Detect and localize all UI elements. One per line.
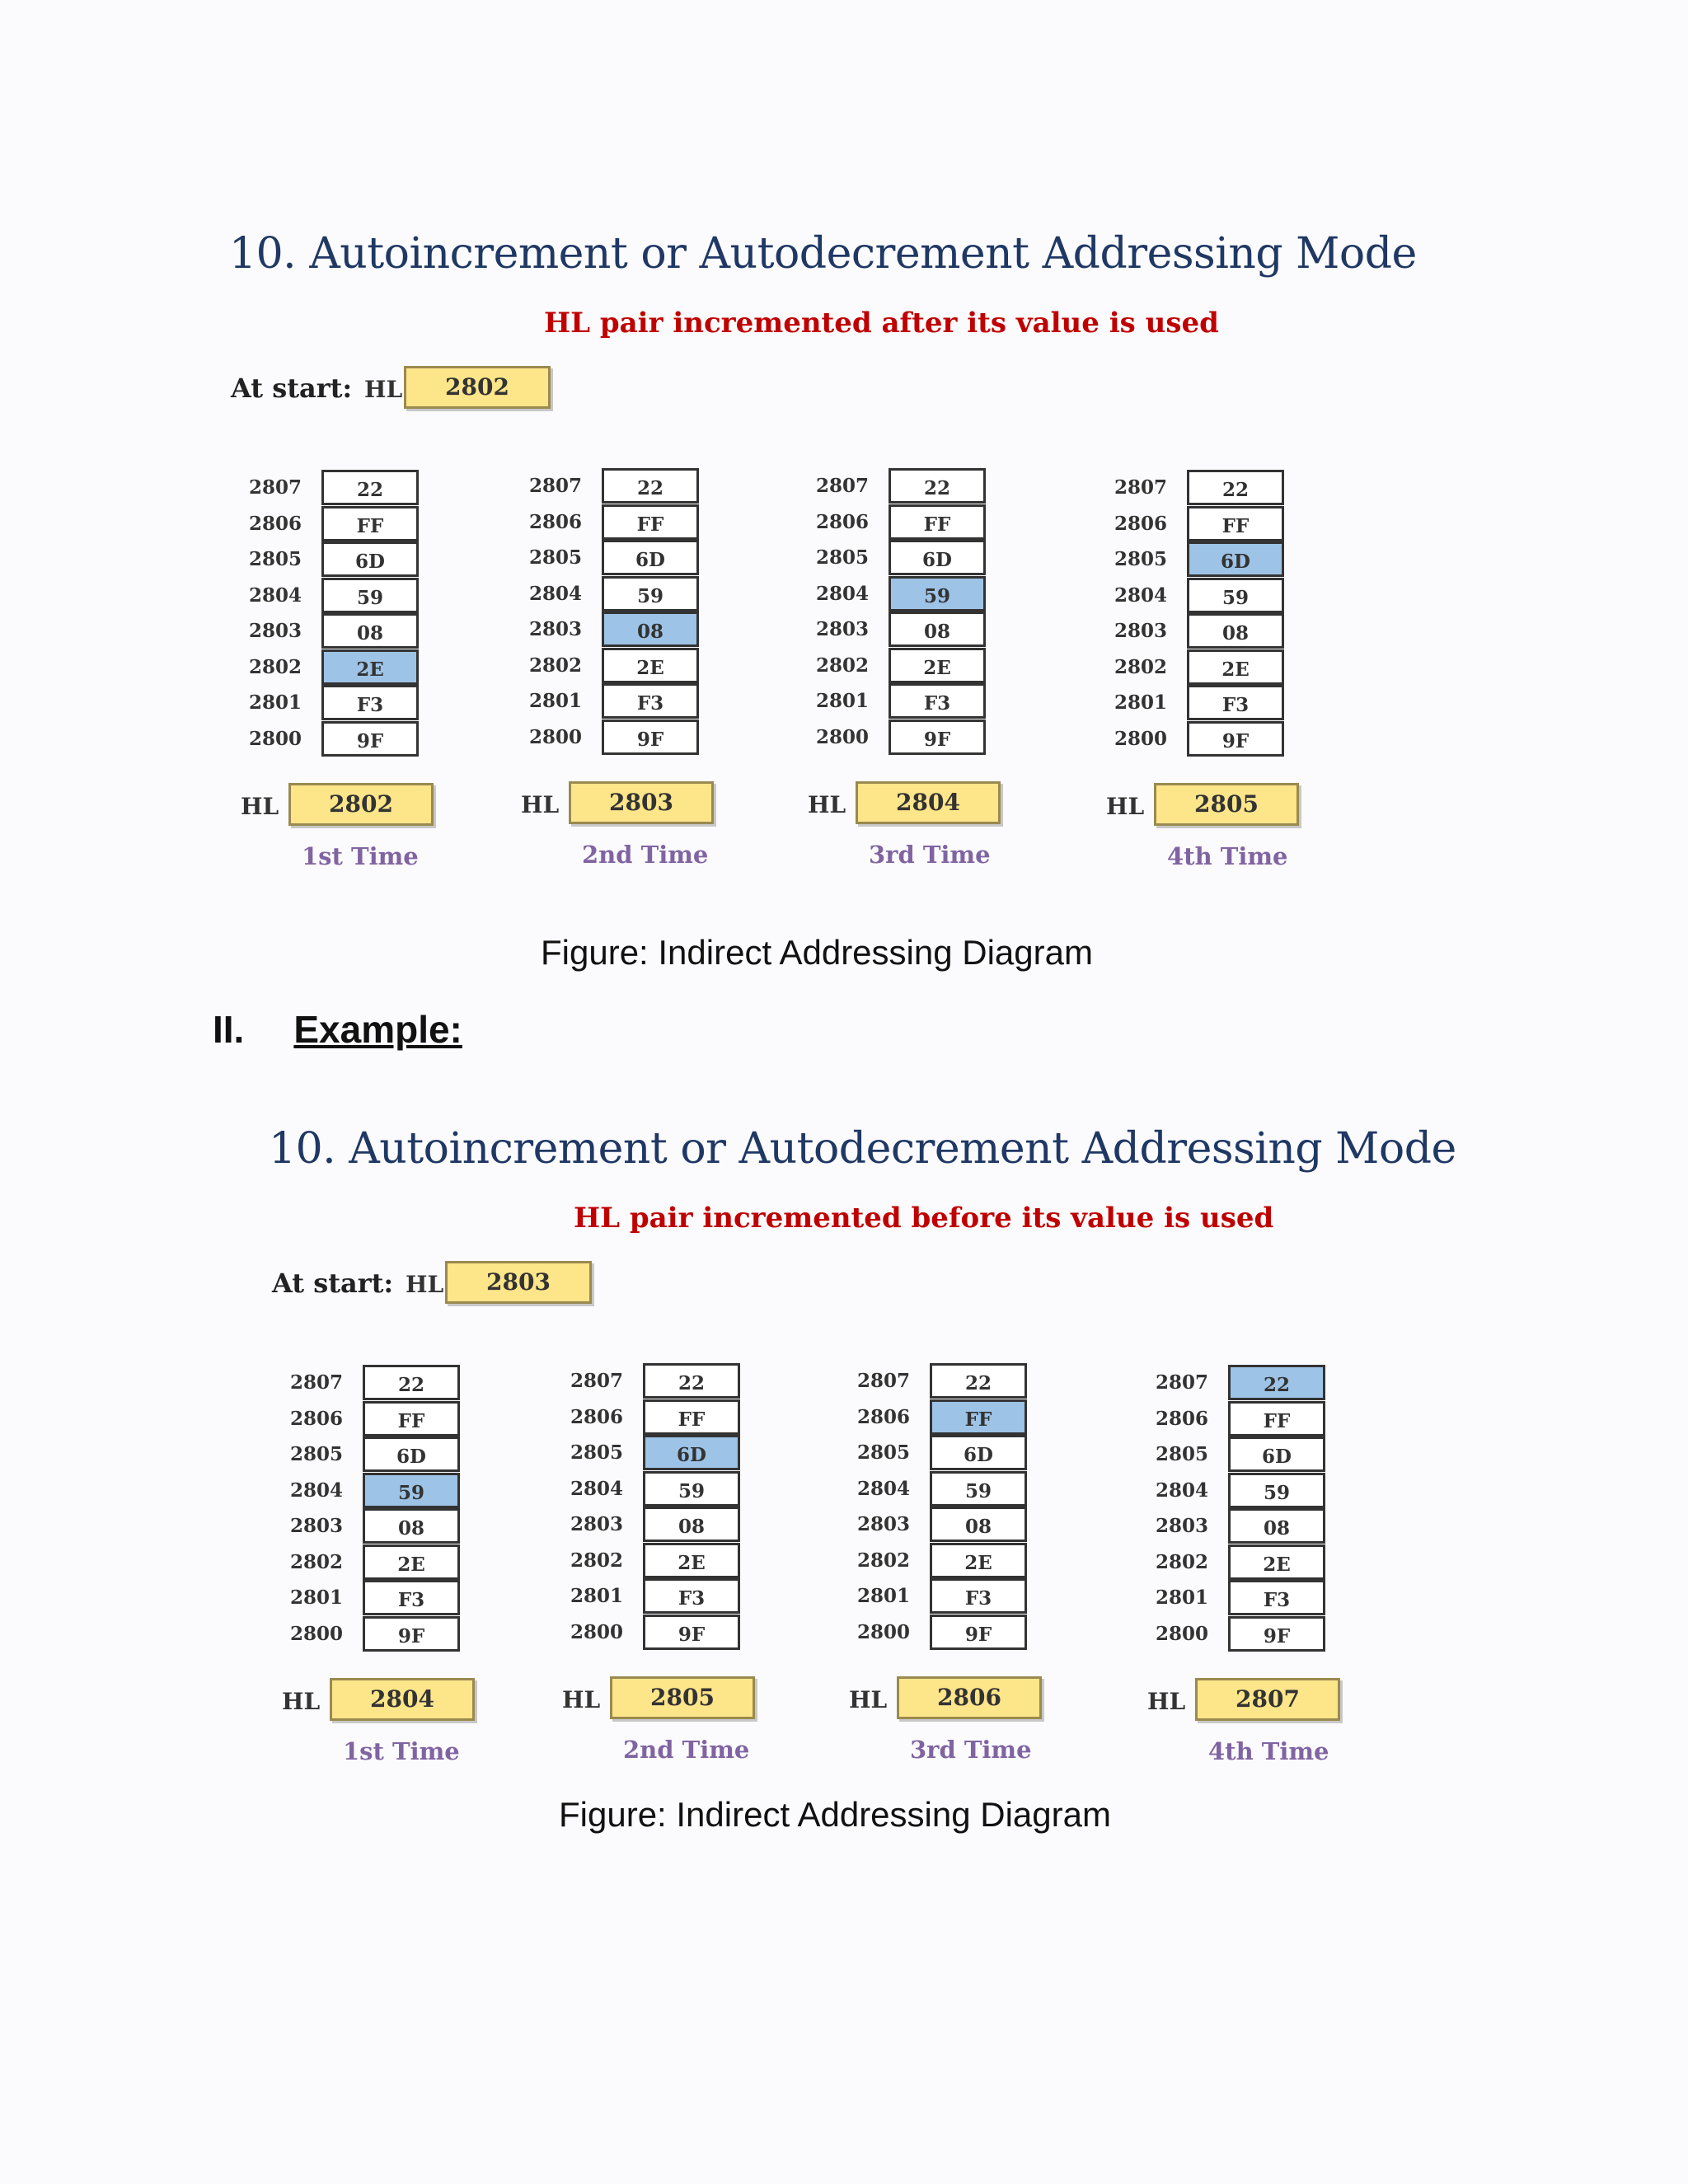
- memory-address: 2805: [529, 546, 583, 569]
- at-start-label: At start:: [272, 1268, 394, 1299]
- memory-cell: 9F: [1228, 1616, 1325, 1652]
- memory-address: 2801: [290, 1586, 344, 1609]
- memory-cell: 9F: [363, 1616, 460, 1652]
- figure-title: 10. Autoincrement or Autodecrement Addressing Mode: [269, 1124, 1456, 1174]
- memory-address: 2807: [857, 1370, 911, 1392]
- memory-address: 2800: [570, 1620, 624, 1643]
- memory-cell: 22: [602, 468, 699, 504]
- memory-address: 2807: [290, 1371, 344, 1394]
- memory-address: 2806: [529, 510, 583, 533]
- memory-cell: FF: [363, 1401, 460, 1436]
- memory-cell-highlighted: 6D: [643, 1435, 740, 1470]
- memory-cell: 9F: [1187, 721, 1284, 757]
- memory-address: 2806: [570, 1405, 624, 1428]
- time-label: 4th Time: [1208, 1737, 1329, 1765]
- memory-address: 2804: [857, 1477, 911, 1500]
- memory-cell: 22: [930, 1363, 1027, 1399]
- memory-address: 2803: [1114, 620, 1168, 642]
- time-panel: [282, 1365, 562, 1810]
- memory-address: 2807: [249, 476, 302, 499]
- figure-subtitle: HL pair incremented after its value is used: [544, 307, 1219, 340]
- memory-address: 2803: [290, 1515, 344, 1537]
- memory-cell: FF: [889, 504, 986, 540]
- memory-address: 2802: [1156, 1550, 1209, 1573]
- memory-address: 2804: [570, 1477, 624, 1500]
- memory-cell: 22: [1187, 470, 1284, 505]
- hl-value-box: 2807: [1195, 1678, 1340, 1721]
- memory-cell-highlighted: 08: [602, 612, 699, 647]
- memory-address: 2804: [1156, 1479, 1209, 1502]
- hl-label: HL: [1106, 793, 1145, 820]
- memory-cell: 2E: [930, 1543, 1027, 1578]
- section-number: II.: [213, 1008, 245, 1051]
- memory-cell: 08: [321, 613, 419, 649]
- memory-address: 2805: [290, 1443, 344, 1465]
- memory-cell: 2E: [1228, 1544, 1325, 1580]
- memory-cell: F3: [1187, 685, 1284, 720]
- memory-cell: FF: [643, 1399, 740, 1435]
- memory-address: 2806: [290, 1407, 344, 1430]
- hl-label: HL: [562, 1686, 601, 1713]
- memory-cell: 6D: [1228, 1436, 1325, 1472]
- memory-cell: 6D: [321, 541, 419, 577]
- memory-cell: 08: [930, 1507, 1027, 1542]
- time-label: 1st Time: [343, 1737, 460, 1765]
- hl-value-box: 2805: [1154, 783, 1299, 826]
- memory-address: 2803: [857, 1513, 911, 1535]
- memory-address: 2807: [570, 1370, 624, 1392]
- memory-address: 2802: [857, 1549, 911, 1572]
- figure-caption: Figure: Indirect Addressing Diagram: [559, 1795, 1111, 1834]
- memory-cell: 22: [643, 1363, 740, 1399]
- memory-address: 2802: [249, 655, 302, 678]
- memory-address: 2803: [1156, 1515, 1209, 1537]
- figure-title: 10. Autoincrement or Autodecrement Addressing Mode: [229, 229, 1417, 279]
- memory-cell: FF: [1187, 506, 1284, 541]
- memory-address: 2803: [249, 620, 302, 642]
- memory-cell: 59: [1187, 578, 1284, 613]
- memory-address: 2804: [529, 582, 583, 605]
- memory-cell-highlighted: 59: [363, 1473, 460, 1508]
- memory-address: 2805: [1114, 548, 1168, 570]
- memory-cell: 08: [363, 1508, 460, 1544]
- memory-cell: 59: [602, 576, 699, 612]
- memory-cell: 59: [1228, 1473, 1325, 1508]
- memory-address: 2801: [249, 691, 302, 714]
- memory-address: 2805: [816, 546, 870, 569]
- section-title: Example:: [293, 1008, 462, 1051]
- start-hl-value: 2803: [445, 1261, 592, 1304]
- memory-address: 2807: [1156, 1371, 1209, 1394]
- memory-address: 2804: [816, 582, 870, 605]
- memory-address: 2801: [1114, 691, 1168, 714]
- memory-cell: 08: [643, 1507, 740, 1542]
- memory-address: 2806: [1156, 1407, 1209, 1430]
- hl-value-box: 2804: [856, 781, 1001, 824]
- hl-label: HL: [1147, 1688, 1186, 1715]
- memory-cell: F3: [1228, 1580, 1325, 1615]
- figure-subtitle: HL pair incremented before its value is used: [574, 1202, 1274, 1235]
- memory-cell: 9F: [930, 1615, 1027, 1650]
- at-start-label: At start:: [231, 373, 353, 404]
- memory-cell: F3: [643, 1578, 740, 1614]
- memory-cell: 9F: [643, 1615, 740, 1650]
- memory-address: 2804: [249, 583, 302, 607]
- memory-cell: 9F: [889, 719, 986, 755]
- memory-address: 2800: [290, 1622, 344, 1645]
- memory-cell-highlighted: 22: [1228, 1365, 1325, 1400]
- memory-address: 2807: [816, 475, 870, 497]
- memory-address: 2800: [816, 725, 870, 748]
- memory-address: 2800: [249, 727, 302, 750]
- memory-cell: 6D: [602, 540, 699, 575]
- memory-address: 2801: [857, 1585, 911, 1607]
- memory-address: 2806: [1114, 512, 1168, 535]
- time-label: 3rd Time: [910, 1736, 1032, 1764]
- memory-address: 2802: [1114, 655, 1168, 678]
- memory-address: 2800: [1156, 1622, 1209, 1645]
- time-label: 2nd Time: [623, 1736, 750, 1764]
- memory-cell: 22: [889, 468, 986, 504]
- hl-value-box: 2803: [569, 781, 714, 824]
- hl-value-box: 2804: [330, 1678, 475, 1721]
- memory-cell: 22: [321, 470, 419, 505]
- hl-value-box: 2802: [288, 783, 434, 826]
- time-panel: [241, 470, 521, 915]
- memory-address: 2807: [1114, 476, 1168, 499]
- memory-cell: 6D: [363, 1436, 460, 1472]
- memory-address: 2806: [816, 510, 870, 533]
- memory-cell: 9F: [602, 719, 699, 755]
- hl-label: HL: [282, 1688, 321, 1715]
- memory-address: 2804: [1114, 583, 1168, 607]
- memory-address: 2801: [816, 690, 870, 712]
- time-panel: [849, 1363, 1129, 1808]
- memory-address: 2801: [570, 1585, 624, 1607]
- memory-cell: 9F: [321, 721, 419, 757]
- memory-cell: 59: [643, 1471, 740, 1507]
- hl-label: HL: [521, 791, 560, 818]
- memory-cell-highlighted: FF: [930, 1399, 1027, 1435]
- memory-address: 2800: [857, 1620, 911, 1643]
- memory-address: 2803: [529, 618, 583, 640]
- memory-cell: F3: [321, 685, 419, 720]
- memory-cell: 59: [930, 1471, 1027, 1507]
- hl-label: HL: [241, 793, 279, 820]
- hl-value-box: 2806: [897, 1676, 1042, 1719]
- memory-address: 2802: [290, 1550, 344, 1573]
- start-hl-label: HL: [364, 376, 403, 403]
- memory-cell: 6D: [889, 540, 986, 575]
- memory-cell: FF: [602, 504, 699, 540]
- memory-address: 2805: [570, 1441, 624, 1464]
- figure-2: [0, 895, 1688, 1834]
- memory-cell: FF: [321, 506, 419, 541]
- memory-cell: 2E: [602, 648, 699, 683]
- memory-cell: 08: [1187, 613, 1284, 649]
- memory-cell: F3: [363, 1580, 460, 1615]
- time-panel: [1147, 1365, 1428, 1810]
- hl-value-box: 2805: [610, 1676, 755, 1719]
- memory-cell: 22: [363, 1365, 460, 1400]
- memory-address: 2802: [529, 654, 583, 677]
- memory-cell: 2E: [363, 1544, 460, 1580]
- memory-cell-highlighted: 6D: [1187, 541, 1284, 577]
- memory-address: 2807: [529, 475, 583, 497]
- memory-address: 2806: [857, 1405, 911, 1428]
- time-panel: [562, 1363, 842, 1808]
- figure-caption: Figure: Indirect Addressing Diagram: [541, 933, 1093, 972]
- memory-address: 2802: [816, 654, 870, 677]
- figure-1: [0, 0, 1688, 972]
- memory-address: 2803: [570, 1513, 624, 1535]
- memory-address: 2803: [816, 618, 870, 640]
- start-hl-value: 2802: [404, 366, 551, 409]
- memory-address: 2800: [1114, 727, 1168, 750]
- memory-cell: 08: [1228, 1508, 1325, 1544]
- memory-cell: FF: [1228, 1401, 1325, 1436]
- memory-cell-highlighted: 2E: [321, 649, 419, 685]
- time-label: 2nd Time: [582, 841, 709, 869]
- memory-address: 2805: [1156, 1443, 1209, 1465]
- memory-cell: F3: [889, 683, 986, 719]
- memory-cell-highlighted: 59: [889, 576, 986, 612]
- memory-address: 2804: [290, 1479, 344, 1502]
- time-label: 1st Time: [302, 842, 419, 870]
- start-hl-label: HL: [406, 1271, 444, 1298]
- memory-address: 2800: [529, 725, 583, 748]
- time-panel: [808, 468, 1088, 913]
- memory-address: 2801: [529, 690, 583, 712]
- hl-label: HL: [808, 791, 846, 818]
- memory-address: 2806: [249, 512, 302, 535]
- memory-cell: 2E: [643, 1543, 740, 1578]
- memory-address: 2802: [570, 1549, 624, 1572]
- memory-cell: 2E: [1187, 649, 1284, 685]
- memory-cell: 08: [889, 612, 986, 647]
- memory-cell: F3: [602, 683, 699, 719]
- memory-address: 2805: [249, 548, 302, 570]
- time-panel: [1106, 470, 1386, 915]
- time-label: 3rd Time: [869, 841, 991, 869]
- memory-cell: 59: [321, 578, 419, 613]
- time-label: 4th Time: [1167, 842, 1288, 870]
- memory-address: 2801: [1156, 1586, 1209, 1609]
- memory-cell: F3: [930, 1578, 1027, 1614]
- time-panel: [521, 468, 801, 913]
- memory-cell: 2E: [889, 648, 986, 683]
- memory-address: 2805: [857, 1441, 911, 1464]
- memory-cell: 6D: [930, 1435, 1027, 1470]
- hl-label: HL: [849, 1686, 888, 1713]
